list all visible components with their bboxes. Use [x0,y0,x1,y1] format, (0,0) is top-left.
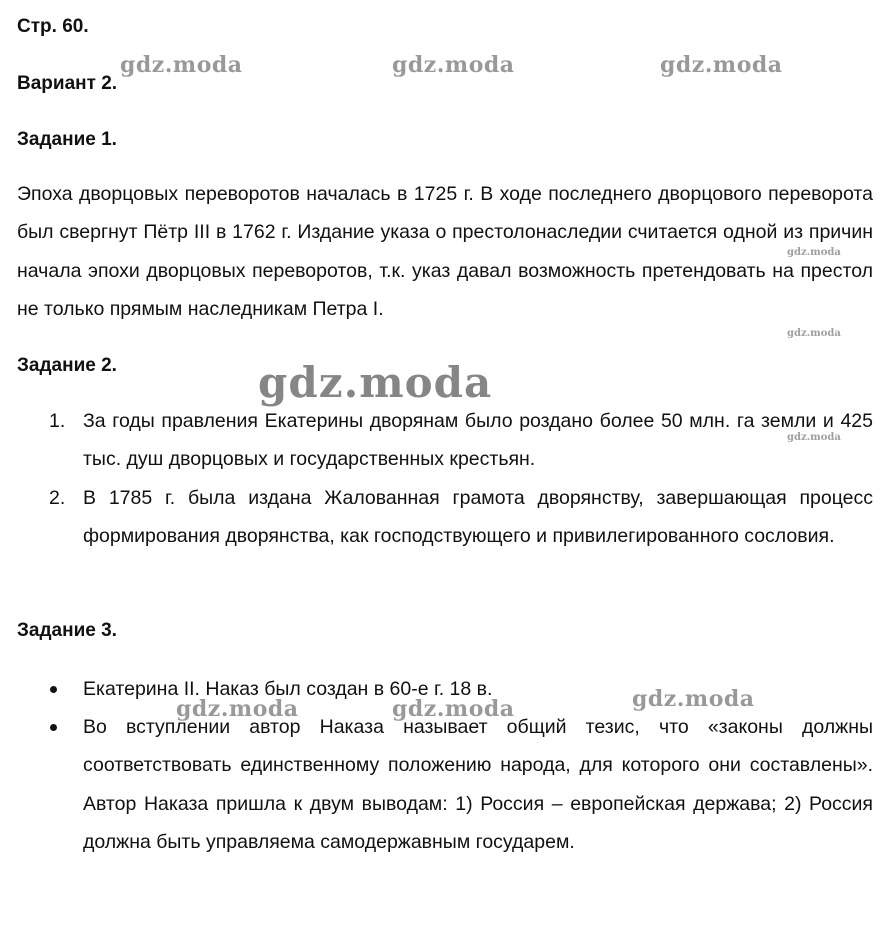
page-label: Стр. 60. [17,16,89,37]
watermark-logo: gdz.moda [392,696,515,722]
task2-heading: Задание 2. [17,355,117,376]
task3-list-item: Во вступлении автор Наказа называет общий тезис, что «законы должны соответствовать единственному положению народа, для которого они составлены». Автор Наказа пришла к двум выводам: 1) Россия – европейская держава; 2) Россия должна быть управляема самодержавным государем. [83,716,873,853]
task2-list-item: В 1785 г. была издана Жалованная грамота дворянству, завершающая процесс формирования дворянства, как господствующего и привилегированного сословия. [83,487,873,548]
bullet-icon [50,686,57,693]
watermark-logo: gdz.moda [660,52,783,78]
list-item-number: 1. [49,410,66,432]
task1-paragraph: Эпоха дворцовых переворотов началась в 1725 г. В ходе последнего дворцового переворота был свергнут Пётр III в 1762 г. Издание указа о престолонаследии считается одной из причин начала эпохи дворцовых переворотов, т.к. указ давал возможность претендовать на престол не только прямым наследникам Петра I. [17,183,873,320]
watermark-logo: gdz.moda [632,686,755,712]
watermark-logo: gdz.moda [787,328,841,339]
watermark-logo: gdz.moda [120,52,243,78]
task2-list-item: За годы правления Екатерины дворянам было роздано более 50 млн. га земли и 425 тыс. душ дворцовых и государственных крестьян. [83,410,873,471]
task3-heading: Задание 3. [17,620,117,641]
list-item-number: 2. [49,487,66,509]
watermark-logo: gdz.moda [392,52,515,78]
task3-list-item: Екатерина II. Наказ был создан в 60-е г. 18 в. [83,678,493,700]
watermark-logo: gdz.moda [176,696,299,722]
task1-heading: Задание 1. [17,129,117,150]
watermark-logo: gdz.moda [787,432,841,443]
bullet-icon [50,724,57,731]
variant-heading: Вариант 2. [17,73,118,94]
watermark-logo: gdz.moda [787,247,841,258]
watermark-logo: gdz.moda [258,358,493,407]
